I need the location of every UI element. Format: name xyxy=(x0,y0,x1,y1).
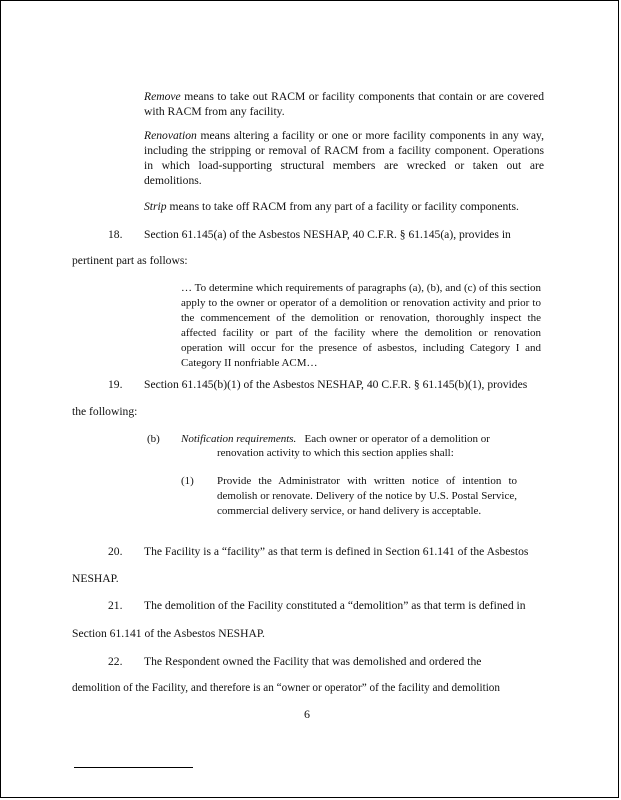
definition-term: Remove xyxy=(144,90,181,103)
paragraph-21-line-2: Section 61.141 of the Asbestos NESHAP. xyxy=(72,627,265,640)
definition-text: means altering a facility or one or more facility components in any way, including the stripping or removal of RACM from a facility component. Operations in which load-supporting structural members are wrecked or taken out are demolitions. xyxy=(144,129,544,187)
footnote-divider xyxy=(74,767,193,768)
subsection-b-first-line xyxy=(181,432,490,447)
block-quote-61-145a: … To determine which requirements of paragraphs (a), (b), and (c) of this section apply to the owner or operator of a demolition or renovation activity and prior to the commencement of the demolition or renovation, thoroughly inspect the affected facility or part of the facility where the demolition or renovation operation will occur for the presence of asbestos, including Category I and Category II nonfriable ACM… xyxy=(181,282,541,369)
definition-term: Strip xyxy=(144,200,167,213)
subsection-b-text-2: renovation activity to which this section applies shall: xyxy=(217,447,454,459)
paragraph-20-line-1: The Facility is a “facility” as that term is defined in Section 61.141 of the Asbestos xyxy=(144,545,529,558)
paragraph-22-line-2: demolition of the Facility, and therefore is an “owner or operator” of the facility and demolition xyxy=(72,682,500,694)
subsection-b-label: (b) xyxy=(147,433,160,445)
subsection-b-heading: Notification requirements. xyxy=(181,433,297,445)
definition-text: means to take off RACM from any part of a facility or facility components. xyxy=(166,200,519,213)
definition-term: Renovation xyxy=(144,129,197,142)
definition-remove xyxy=(144,89,544,119)
paragraph-number-20: 20. xyxy=(108,545,123,558)
paragraph-number-18: 18. xyxy=(108,228,123,241)
paragraph-number-21: 21. xyxy=(108,599,123,612)
paragraph-number-19: 19. xyxy=(108,378,123,391)
item-1-label: (1) xyxy=(181,475,194,487)
paragraph-22-line-1: The Respondent owned the Facility that was demolished and ordered the xyxy=(144,655,482,668)
paragraph-18-line-2: pertinent part as follows: xyxy=(72,254,188,267)
item-1-text: Provide the Administrator with written notice of intention to demolish or renovate. Delivery of the notice by U.S. Postal Service, commercial delivery service, or hand delivery is acceptable. xyxy=(217,475,517,517)
definition-text: means to take out RACM or facility components that contain or are covered with RACM from any facility. xyxy=(144,90,544,118)
paragraph-18-line-1: Section 61.145(a) of the Asbestos NESHAP, 40 C.F.R. § 61.145(a), provides in xyxy=(144,228,511,241)
paragraph-20-line-2: NESHAP. xyxy=(72,572,119,585)
definition-strip xyxy=(144,199,544,214)
paragraph-21-line-1: The demolition of the Facility constituted a “demolition” as that term is defined in xyxy=(144,599,526,612)
page-number: 6 xyxy=(304,707,310,721)
subsection-b-text-1: Each owner or operator of a demolition or xyxy=(304,433,490,445)
paragraph-19-line-2: the following: xyxy=(72,405,138,418)
definition-renovation xyxy=(144,128,544,188)
paragraph-19-line-1: Section 61.145(b)(1) of the Asbestos NESHAP, 40 C.F.R. § 61.145(b)(1), provides xyxy=(144,378,528,391)
paragraph-number-22: 22. xyxy=(108,655,123,668)
